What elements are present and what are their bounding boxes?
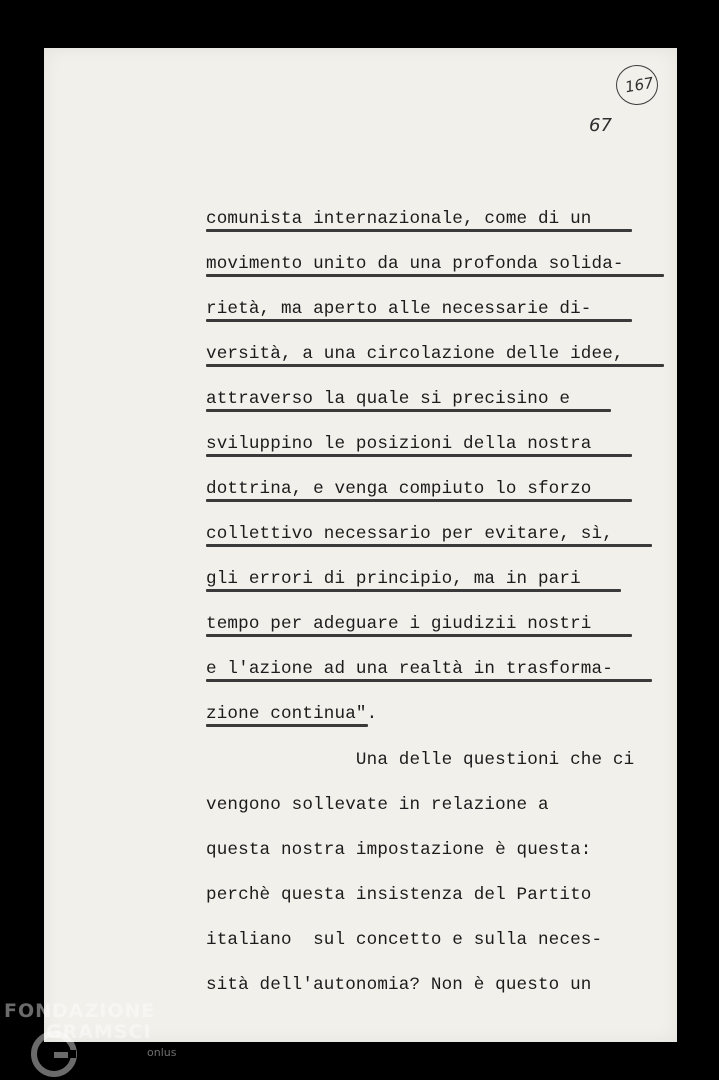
text-line-9: gli errori di principio, ma in pari bbox=[206, 569, 581, 589]
folio-number: 167 bbox=[623, 73, 655, 97]
text-line-17: italiano sul concetto e sulla neces- bbox=[206, 930, 603, 950]
underline-1 bbox=[206, 229, 632, 232]
text-line-16: perchè questa insistenza del Partito bbox=[206, 885, 592, 905]
underline-5 bbox=[206, 409, 611, 412]
text-line-6: sviluppino le posizioni della nostra bbox=[206, 434, 592, 454]
underline-6 bbox=[206, 454, 632, 457]
underline-8 bbox=[206, 544, 652, 547]
fondazione-gramsci-watermark bbox=[4, 1000, 179, 1078]
typewritten-page bbox=[44, 48, 677, 1042]
text-line-4: versità, a una circolazione delle idee, bbox=[206, 344, 624, 364]
text-line-13: Una delle questioni che ci bbox=[206, 750, 635, 770]
underline-7 bbox=[206, 499, 632, 502]
text-line-2: movimento unito da una profonda solida- bbox=[206, 254, 624, 274]
underline-3 bbox=[206, 319, 632, 322]
underline-4 bbox=[206, 364, 664, 367]
watermark-line-2: GRAMSCI bbox=[46, 1021, 152, 1043]
watermark-line-3: onlus bbox=[147, 1046, 177, 1059]
underline-10 bbox=[206, 634, 632, 637]
text-line-15: questa nostra impostazione è questa: bbox=[206, 840, 592, 860]
text-line-7: dottrina, e venga compiuto lo sforzo bbox=[206, 479, 592, 499]
text-line-10: tempo per adeguare i giudizii nostri bbox=[206, 614, 592, 634]
text-line-5: attraverso la quale si precisino e bbox=[206, 389, 571, 409]
underline-2 bbox=[206, 274, 664, 277]
text-line-3: rietà, ma aperto alle necessarie di- bbox=[206, 299, 592, 319]
page-number: 67 bbox=[589, 115, 612, 136]
watermark-line-1: FONDAZIONE bbox=[4, 1000, 156, 1022]
text-line-8: collettivo necessario per evitare, sì, bbox=[206, 524, 613, 544]
text-line-1: comunista internazionale, come di un bbox=[206, 209, 592, 229]
text-line-14: vengono sollevate in relazione a bbox=[206, 795, 549, 815]
text-line-11: e l'azione ad una realtà in trasforma- bbox=[206, 659, 613, 679]
underline-11 bbox=[206, 679, 652, 682]
text-line-18: sità dell'autonomia? Non è questo un bbox=[206, 975, 592, 995]
underline-9 bbox=[206, 589, 621, 592]
text-line-12: zione continua". bbox=[206, 704, 378, 724]
underline-12 bbox=[206, 724, 368, 727]
